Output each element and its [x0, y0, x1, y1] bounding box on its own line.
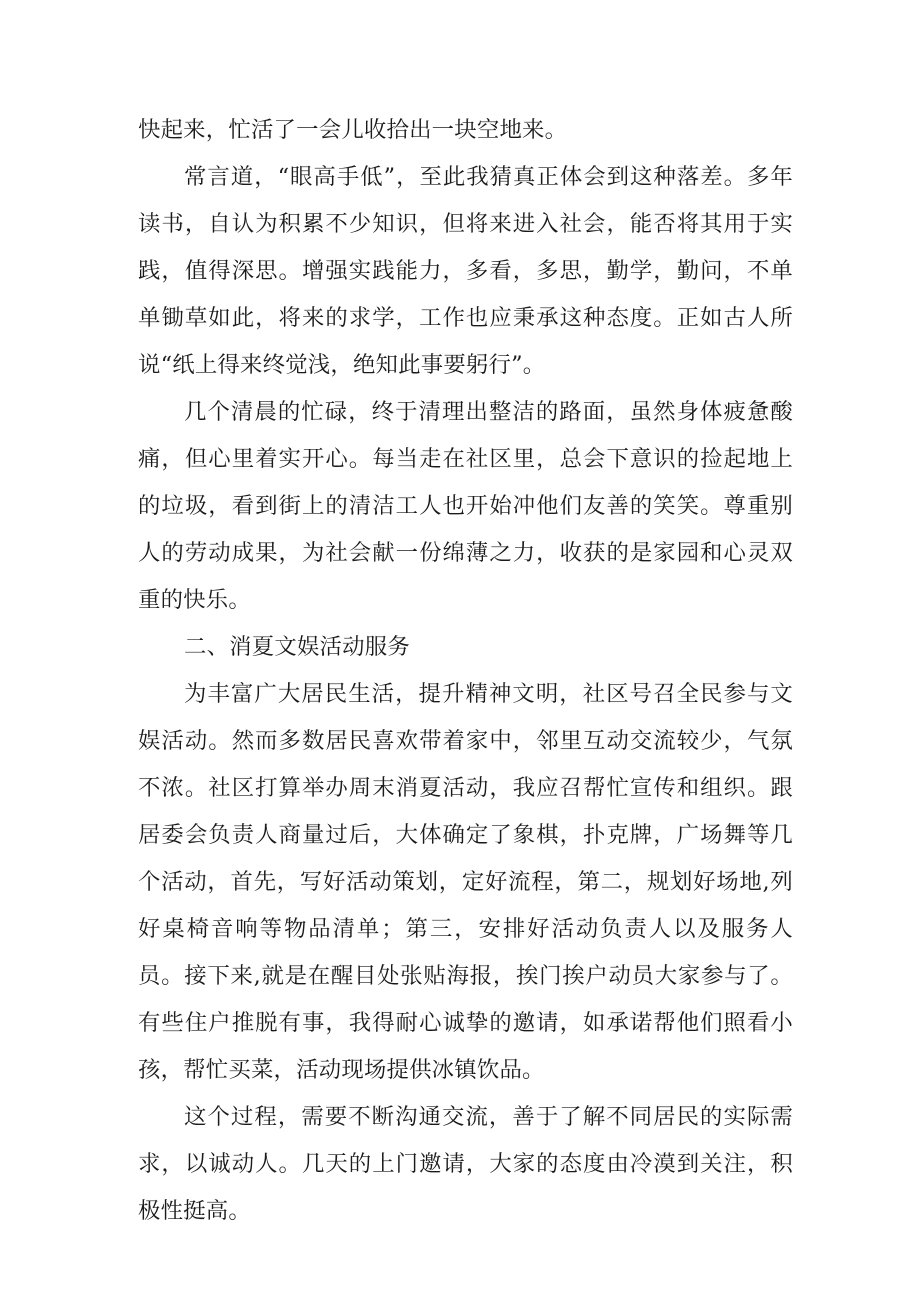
paragraph-activities: 为丰富广大居民生活，提升精神文明，社区号召全民参与文娱活动。然而多数居民喜欢带着家中，邻里互动交流较少，气氛不浓。社区打算举办周末消夏活动，我应召帮忙宣传和组织。跟居委会负责人商量过后，大体确定了象棋，扑克牌，广场舞等几个活动，首先，写好活动策划，定好流程，第二，规划好场地,列好桌椅音响等物品清单；第三，安排好活动负责人以及服务人员。接下来,就是在醒目处张贴海报，挨门挨户动员大家参与了。有些住户推脱有事，我得耐心诚挚的邀请，如承诺帮他们照看小孩，帮忙买菜，活动现场提供冰镇饮品。	[138, 681, 793, 1083]
paragraph-cleaning: 几个清晨的忙碌，终于清理出整洁的路面，虽然身体疲惫酸痛，但心里着实开心。每当走在社区里，总会下意识的捡起地上的垃圾，看到街上的清洁工人也开始冲他们友善的笑笑。尊重别人的劳动成果，为社会献一份绵薄之力，收获的是家园和心灵双重的快乐。	[138, 399, 793, 613]
paragraph-continuation: 快起来，忙活了一会儿收拾出一块空地来。	[138, 117, 568, 143]
paragraph-proverb: 常言道，“眼高手低”，至此我猜真正体会到这种落差。多年读书，自认为积累不少知识，但将来进入社会，能否将其用于实践，值得深思。增强实践能力，多看，多思，勤学，勤问，不单单锄草如此，将来的求学，工作也应秉承这种态度。正如古人所说“纸上得来终觉浅，绝知此事要躬行”。	[138, 164, 793, 378]
section-heading: 二、消夏文娱活动服务	[184, 634, 410, 660]
document-body	[138, 107, 793, 1235]
paragraph-communication: 这个过程，需要不断沟通交流，善于了解不同居民的实际需求，以诚动人。几天的上门邀请，大家的态度由冷漠到关注，积极性挺高。	[138, 1104, 793, 1224]
